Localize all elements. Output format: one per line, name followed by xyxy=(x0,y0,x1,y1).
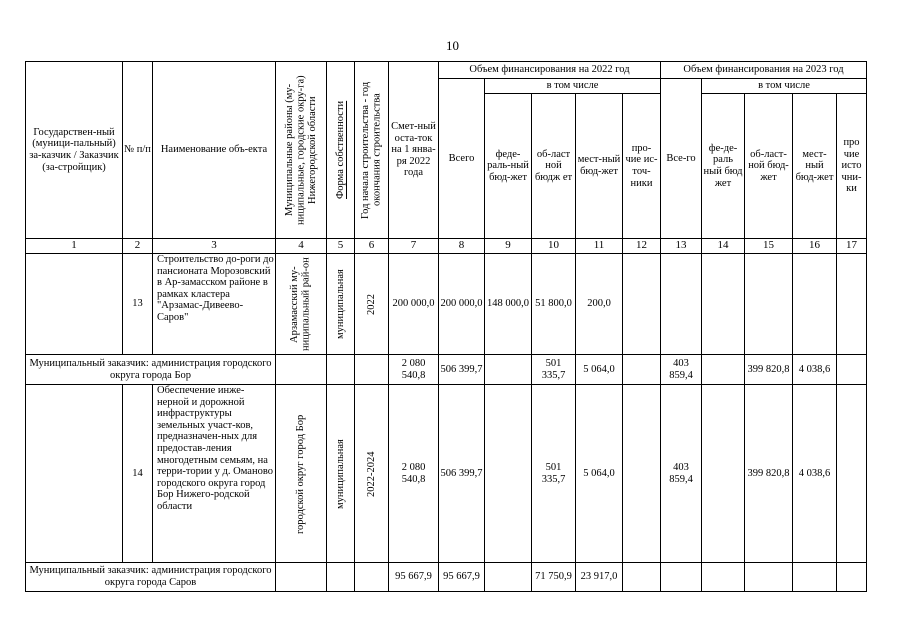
header-local-2022: мест-ный бюд-жет xyxy=(576,94,623,239)
local-2022-cell: 5 064,0 xyxy=(576,355,623,385)
customer-label: Муниципальный заказчик: администрация городского округа города Бор xyxy=(26,355,276,385)
estimate-cell: 2 080 540,8 xyxy=(389,385,439,563)
customer-row-bor xyxy=(26,355,867,385)
header-object-name: Наименование объ-екта xyxy=(153,62,276,239)
local-2023-cell: 4 038,6 xyxy=(793,355,837,385)
table-row-13 xyxy=(26,254,867,355)
total-2023-cell: 403 859,4 xyxy=(661,355,702,385)
header-customer: Государствен-ный (муници-пальный) за-казчик / Заказчик (за-стройщик) xyxy=(26,62,123,239)
header-ownership: Форма собственности xyxy=(327,62,355,239)
federal-2022-cell: 148 000,0 xyxy=(485,254,532,355)
row-number: 14 xyxy=(123,385,153,563)
header-federal-2022: феде-раль-ный бюд-жет xyxy=(485,94,532,239)
col-number: 1 xyxy=(26,239,123,254)
total-2022-cell: 200 000,0 xyxy=(439,254,485,355)
header-estimate: Смет-ный оста-ток на 1 янва-ря 2022 года xyxy=(389,62,439,239)
header-district: Муниципальные районы (му-ниципальные, городские окру-га) Нижегородской области xyxy=(276,62,327,239)
header-years: Год начала строительства - год окончания строительства xyxy=(355,62,389,239)
financing-table xyxy=(25,61,867,592)
total-2022-cell: 506 399,7 xyxy=(439,355,485,385)
object-name: Строительство до-роги до пансионата Морозовский в Ар-замасском районе в рамках кластера "Арзамас-Дивеево-Саров" xyxy=(153,254,276,355)
col-number: 10 xyxy=(532,239,576,254)
regional-2022-cell: 71 750,9 xyxy=(532,563,576,592)
page-number: 10 xyxy=(446,38,459,53)
header-total-2023: Все-го xyxy=(661,79,702,239)
object-name: Обеспечение инже-нерной и дорожной инфраструктуры земельных участ-ков, предназначен-ных для предостав-ления многодетным семьям, на терри-тории у д. Оманово городского округа город Бор Нижего-родской области xyxy=(153,385,276,563)
years-cell: 2022 xyxy=(355,254,389,355)
local-2022-cell: 23 917,0 xyxy=(576,563,623,592)
regional-2022-cell: 51 800,0 xyxy=(532,254,576,355)
customer-row-sarov xyxy=(26,563,867,592)
header-regional-2022: об-ласт ной бюдж ет xyxy=(532,94,576,239)
customer-label: Муниципальный заказчик: администрация городского округа города Саров xyxy=(26,563,276,592)
header-other-2023: про чие исто чни-ки xyxy=(837,94,867,239)
total-2023-cell: 403 859,4 xyxy=(661,385,702,563)
total-2022-cell: 506 399,7 xyxy=(439,385,485,563)
local-2022-cell: 200,0 xyxy=(576,254,623,355)
col-number: 8 xyxy=(439,239,485,254)
header-fin-2022: Объем финансирования на 2022 год xyxy=(439,62,661,79)
col-number: 15 xyxy=(745,239,793,254)
col-number: 11 xyxy=(576,239,623,254)
local-2023-cell: 4 038,6 xyxy=(793,385,837,563)
col-number: 2 xyxy=(123,239,153,254)
col-number: 6 xyxy=(355,239,389,254)
header-incl-2022: в том числе xyxy=(485,79,661,94)
header-regional-2023: об-ласт-ной бюд-жет xyxy=(745,94,793,239)
ownership-cell: муниципальная xyxy=(327,254,355,355)
district-cell: городской округ город Бор xyxy=(276,385,327,563)
header-total-2022: Всего xyxy=(439,79,485,239)
col-number: 4 xyxy=(276,239,327,254)
col-number: 12 xyxy=(623,239,661,254)
local-2022-cell: 5 064,0 xyxy=(576,385,623,563)
header-local-2023: мест-ный бюд-жет xyxy=(793,94,837,239)
estimate-cell: 200 000,0 xyxy=(389,254,439,355)
ownership-cell: муниципальная xyxy=(327,385,355,563)
col-number: 13 xyxy=(661,239,702,254)
col-number: 7 xyxy=(389,239,439,254)
estimate-cell: 95 667,9 xyxy=(389,563,439,592)
total-2022-cell: 95 667,9 xyxy=(439,563,485,592)
col-number: 14 xyxy=(702,239,745,254)
header-other-2022: про-чие ис-точ-ники xyxy=(623,94,661,239)
header-federal-2023: фе-де-раль ный бюд жет xyxy=(702,94,745,239)
col-number: 3 xyxy=(153,239,276,254)
table-row-14 xyxy=(26,385,867,563)
row-number: 13 xyxy=(123,254,153,355)
header-num: № п/п xyxy=(123,62,153,239)
estimate-cell: 2 080 540,8 xyxy=(389,355,439,385)
header-fin-2023: Объем финансирования на 2023 год xyxy=(661,62,867,79)
col-number: 16 xyxy=(793,239,837,254)
col-number: 17 xyxy=(837,239,867,254)
regional-2023-cell: 399 820,8 xyxy=(745,355,793,385)
years-cell: 2022-2024 xyxy=(355,385,389,563)
col-number: 5 xyxy=(327,239,355,254)
regional-2023-cell: 399 820,8 xyxy=(745,385,793,563)
district-cell: Арзамасский му-ниципальный рай-он xyxy=(276,254,327,355)
regional-2022-cell: 501 335,7 xyxy=(532,385,576,563)
column-numbers-row xyxy=(26,239,867,254)
header-incl-2023: в том числе xyxy=(702,79,867,94)
col-number: 9 xyxy=(485,239,532,254)
regional-2022-cell: 501 335,7 xyxy=(532,355,576,385)
